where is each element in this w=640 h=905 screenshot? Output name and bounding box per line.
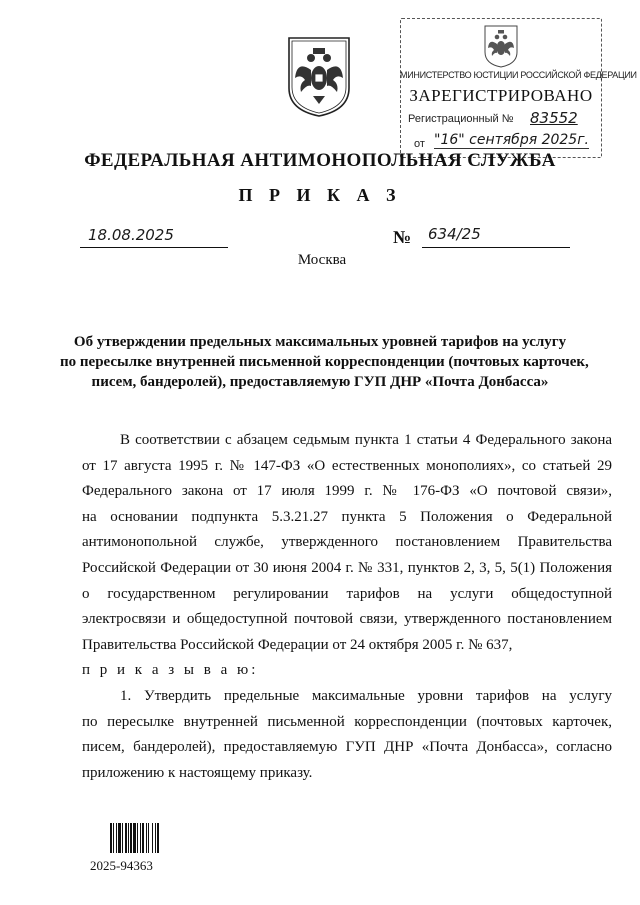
preamble-line: на основании подпункта 5.3.21.27 пункта 5 Положения о Федеральной — [82, 508, 612, 525]
preamble-line: В соответствии с абзацем седьмым пункта 1 статьи 4 Федерального закона — [120, 432, 612, 448]
preamble-line: Правительства Российской Федерации от 24 октября 2005 г. № 637, — [82, 636, 513, 653]
stamp-date-value: "16" сентября 2025г. — [434, 132, 590, 148]
document-number: 634/25 — [428, 225, 481, 243]
city: Москва — [297, 252, 347, 268]
item-line: приложению к настоящему приказу. — [82, 764, 313, 781]
stamp-ministry: МИНИСТЕРСТВО ЮСТИЦИИ РОССИЙСКОЙ ФЕДЕРАЦИИ — [400, 70, 637, 80]
preamble-line: электросвязи и общедоступной почтовой связи, утвержденного постановлением — [82, 611, 612, 628]
organization-name: ФЕДЕРАЛЬНАЯ АНТИМОНОПОЛЬНАЯ СЛУЖБА — [84, 150, 556, 171]
item-line: писем, бандеролей), предоставляемую ГУП ДНР «Почта Донбасса», согласно — [82, 739, 612, 756]
title-line: по пересылке внутренней письменной корреспонденции (почтовых карточек, — [60, 354, 589, 370]
item-line: по пересылке внутренней письменной корреспонденции (почтовых карточек, — [82, 713, 612, 730]
item-line: 1. Утвердить предельные максимальные уровни тарифов на услугу — [120, 687, 612, 704]
stamp-emblem-icon — [482, 24, 520, 68]
number-underline — [422, 247, 570, 248]
stamp-reg-number: 83552 — [530, 109, 578, 127]
preamble-line: от 17 августа 1995 г. № 147-ФЗ «О естественных монополиях», со статьей 29 — [82, 457, 612, 474]
preamble-line: о государственном регулировании тарифов на услуги общедоступной — [82, 585, 612, 602]
coat-of-arms-icon — [283, 34, 355, 118]
document-body — [82, 428, 612, 786]
document-title — [60, 332, 589, 392]
stamp-reg-label: Регистрационный № — [408, 113, 514, 125]
document-date: 18.08.2025 — [88, 226, 174, 244]
stamp-date-label: от — [414, 138, 425, 150]
number-sign: № — [393, 227, 412, 247]
order-word: п р и к а з ы в а ю: — [82, 662, 259, 679]
preamble-line: антимонопольной службе, утвержденного постановлением Правительства — [82, 534, 612, 551]
barcode-icon — [110, 823, 174, 853]
document-type: П Р И К А З — [238, 185, 402, 205]
title-line: писем, бандеролей), предоставляемую ГУП ДНР «Почта Донбасса» — [91, 374, 549, 390]
stamp-status: ЗАРЕГИСТРИРОВАНО — [409, 86, 593, 105]
preamble-line: Российской Федерации от 30 июня 2004 г. № 331, пунктов 2, 3, 5, 5(1) Положения — [82, 559, 612, 576]
title-line: Об утверждении предельных максимальных уровней тарифов на услугу — [73, 334, 567, 350]
preamble-line: Федерального закона от 17 июля 1999 г. № 176-ФЗ «О почтовой связи», — [82, 483, 612, 500]
document-id: 2025-94363 — [90, 858, 153, 873]
date-underline — [80, 247, 228, 248]
registration-stamp — [400, 18, 637, 158]
